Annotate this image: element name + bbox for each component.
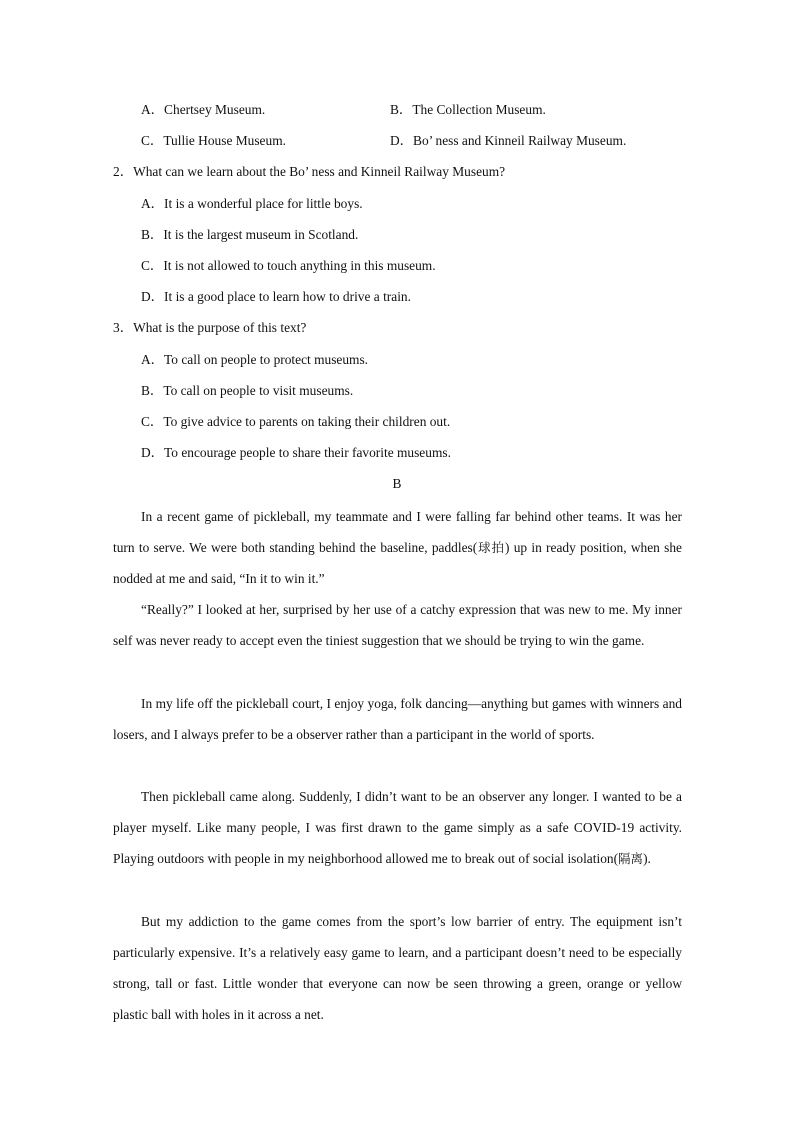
q2-option-a: A．It is a wonderful place for little boys. (141, 196, 363, 211)
q2-option-b: B．It is the largest museum in Scotland. (141, 227, 359, 242)
section-heading: B (392, 476, 402, 491)
paragraph-3: In my life off the pickleball court, I enjoy yoga, folk dancing—anything but games with winners and losers, and I always prefer to be a observer rather than a participant in the world of sports. (113, 696, 682, 742)
q3-option-a: A．To call on people to protect museums. (141, 352, 369, 367)
paragraph-4: Then pickleball came along. Suddenly, I didn’t want to be an observer any longer. I wanted to be a player myself. Like many people, I was first drawn to the game simply as a safe COVID-19 activity. Playing outdoors with people in my neighborhood allowed me to break out of social isolation(隔离). (113, 789, 682, 866)
q3-option-d: D．To encourage people to share their favorite museums. (141, 445, 451, 460)
paragraph-5: But my addiction to the game comes from the sport’s low barrier of entry. The equipment isn’t particularly expensive. It’s a relatively easy game to learn, and a participant doesn’t need to be especially strong, tall or fast. Little wonder that everyone can now be seen throwing a green, orange or yellow plastic ball with holes in it across a net. (113, 914, 682, 1022)
q2-option-d: D．It is a good place to learn how to drive a train. (141, 289, 411, 304)
q1-option-d: D．Bo’ ness and Kinneil Railway Museum. (390, 133, 627, 148)
q1-option-a: A．Chertsey Museum. (141, 102, 266, 117)
paragraph-2: “Really?” I looked at her, surprised by her use of a catchy expression that was new to me. My inner self was never ready to accept even the tiniest suggestion that we should be trying to win the game. (113, 602, 682, 648)
q1-option-b: B．The Collection Museum. (390, 102, 546, 117)
q2-option-c: C．It is not allowed to touch anything in this museum. (141, 258, 436, 273)
q2-stem: 2．What can we learn about the Bo’ ness and Kinneil Railway Museum? (113, 164, 506, 179)
q3-option-b: B．To call on people to visit museums. (141, 383, 354, 398)
q3-option-c: C．To give advice to parents on taking their children out. (141, 414, 451, 429)
q3-stem: 3．What is the purpose of this text? (113, 320, 307, 335)
q1-option-c: C．Tullie House Museum. (141, 133, 286, 148)
paragraph-1: In a recent game of pickleball, my teammate and I were falling far behind other teams. It was her turn to serve. We were both standing behind the baseline, paddles(球拍) up in ready position, when she nodded at me and said, “In it to win it.” (113, 509, 682, 586)
